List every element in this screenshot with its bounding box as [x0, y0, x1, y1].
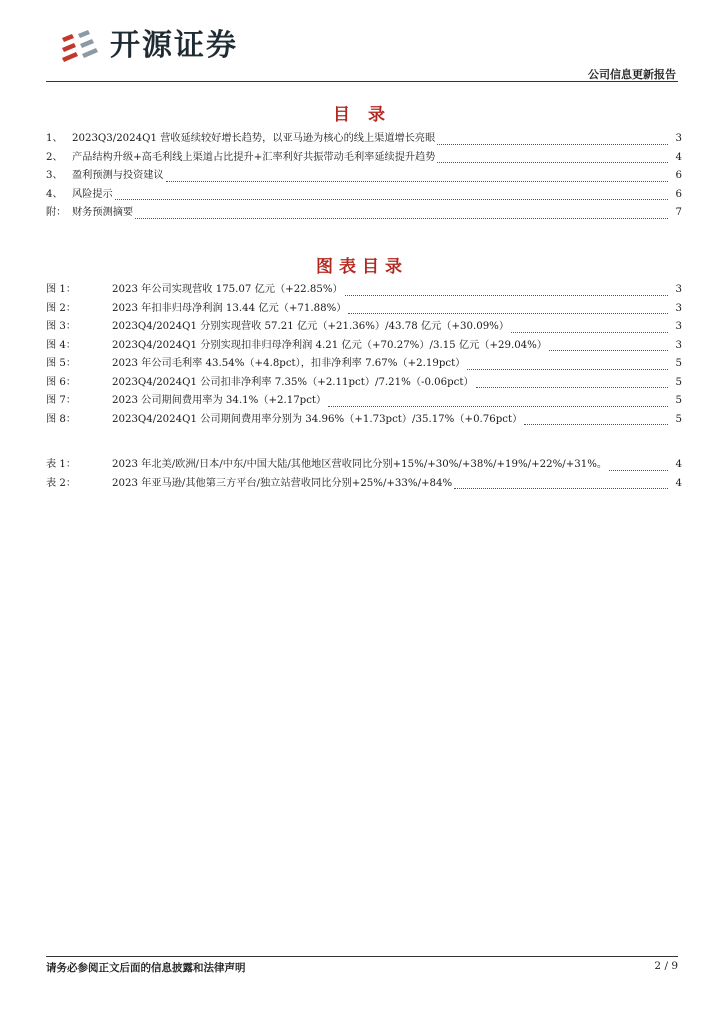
- page-header: [0, 0, 724, 82]
- figure-item-page: 3: [675, 284, 682, 295]
- figure-item-number: 图 1：: [46, 284, 77, 295]
- figure-item-number: 图 6：: [46, 376, 77, 388]
- figure-item-page: 3: [675, 339, 682, 351]
- figure-item[interactable]: [46, 337, 682, 356]
- figure-item-page: 3: [675, 302, 682, 314]
- toc-list: [46, 130, 682, 223]
- figure-item-page: 5: [675, 358, 682, 369]
- toc-item-text: 财务预测摘要: [72, 207, 134, 218]
- toc-item-page: 4: [675, 151, 682, 163]
- figure-item-text: 2023Q4/2024Q1 公司期间费用率分别为 34.96%（+1.73pct）/35.17%（+0.76pct）: [112, 413, 523, 425]
- toc-item[interactable]: [46, 130, 682, 149]
- report-type-label: 公司信息更新报告: [588, 68, 676, 81]
- logo-mark-icon: [58, 26, 104, 66]
- figure-item-text: 2023Q4/2024Q1 分别实现营收 57.21 亿元（+21.36%）/43.78 亿元（+30.09%）: [112, 321, 510, 332]
- figure-item-number: 图 4：: [46, 339, 77, 351]
- figure-item[interactable]: [46, 374, 682, 393]
- figure-item[interactable]: [46, 281, 682, 300]
- table-list: [46, 456, 682, 493]
- toc-leader-dots: [609, 458, 668, 471]
- toc-item-text: 风险提示: [72, 188, 113, 200]
- figure-item-text: 2023Q4/2024Q1 公司扣非净利率 7.35%（+2.11pct）/7.21%（-0.06pct）: [112, 376, 474, 388]
- figure-item-number: 图 7：: [46, 395, 77, 406]
- figure-item-page: 5: [675, 413, 682, 425]
- table-item-page: 4: [675, 459, 682, 470]
- table-item-text: 2023 年亚马逊/其他第三方平台/独立站营收同比分别+25%/+33%/+84%: [112, 477, 453, 489]
- figure-item-text: 2023 公司期间费用率为 34.1%（+2.17pct）: [112, 395, 327, 406]
- table-item-text: 2023 年北美/欧洲/日本/中东/中国大陆/其他地区营收同比分别+15%/+30%/+38%/+19%/+22%/+31%。: [112, 459, 608, 470]
- toc-leader-dots: [511, 320, 668, 333]
- header-divider: [46, 81, 678, 82]
- toc-item[interactable]: [46, 186, 682, 205]
- company-logo: [58, 26, 238, 66]
- toc-leader-dots: [115, 187, 668, 200]
- toc-item[interactable]: [46, 149, 682, 168]
- page-number: 2 / 9: [654, 960, 678, 972]
- figure-item-text: 2023 年扣非归母净利润 13.44 亿元（+71.88%）: [112, 302, 347, 314]
- toc-leader-dots: [437, 150, 668, 163]
- toc-item-number: 附：: [46, 207, 67, 218]
- toc-item-number: 4、: [46, 188, 63, 200]
- figure-item[interactable]: [46, 318, 682, 337]
- toc-item-text: 产品结构升级+高毛利线上渠道占比提升+汇率利好共振带动毛利率延续提升趋势: [72, 151, 436, 163]
- figure-item[interactable]: [46, 392, 682, 411]
- toc-leader-dots: [166, 169, 668, 182]
- figure-item-number: 图 8：: [46, 413, 77, 425]
- figure-item-number: 图 3：: [46, 321, 77, 332]
- figure-item-page: 5: [675, 395, 682, 406]
- toc-leader-dots: [437, 132, 668, 145]
- toc-item-text: 2023Q3/2024Q1 营收延续较好增长趋势，以亚马逊为核心的线上渠道增长亮眼: [72, 133, 436, 144]
- toc-item-number: 3、: [46, 170, 63, 181]
- toc-item-number: 2、: [46, 151, 63, 163]
- figure-item[interactable]: [46, 355, 682, 374]
- figure-item-text: 2023Q4/2024Q1 分别实现扣非归母净利润 4.21 亿元（+70.27%）/3.15 亿元（+29.04%）: [112, 339, 548, 351]
- figure-item-page: 3: [675, 321, 682, 332]
- toc-item-text: 盈利预测与投资建议: [72, 170, 164, 181]
- toc-item[interactable]: [46, 204, 682, 223]
- toc-leader-dots: [328, 394, 668, 407]
- footer-divider: [46, 956, 678, 957]
- footer-disclaimer: 请务必参阅正文后面的信息披露和法律声明: [46, 962, 246, 974]
- toc-leader-dots: [476, 375, 668, 388]
- figure-item-number: 图 5：: [46, 358, 77, 369]
- toc-item[interactable]: [46, 167, 682, 186]
- toc-leader-dots: [549, 338, 668, 351]
- toc-title: 目 录: [333, 105, 391, 125]
- table-item-number: 表 1：: [46, 459, 77, 470]
- toc-leader-dots: [524, 412, 668, 425]
- toc-leader-dots: [348, 301, 668, 314]
- figure-list: [46, 281, 682, 429]
- figure-item-text: 2023 年公司实现营收 175.07 亿元（+22.85%）: [112, 284, 343, 295]
- toc-leader-dots: [454, 476, 668, 489]
- table-item[interactable]: [46, 475, 682, 494]
- table-item-page: 4: [675, 477, 682, 489]
- figure-item[interactable]: [46, 411, 682, 430]
- figure-item[interactable]: [46, 300, 682, 319]
- figure-item-page: 5: [675, 376, 682, 388]
- table-item-number: 表 2：: [46, 477, 77, 489]
- toc-item-page: 6: [675, 170, 682, 181]
- table-item[interactable]: [46, 456, 682, 475]
- toc-item-page: 7: [675, 207, 682, 218]
- toc-item-page: 3: [675, 133, 682, 144]
- toc-leader-dots: [345, 283, 668, 296]
- company-name: 开源证券: [110, 28, 238, 63]
- toc-leader-dots: [467, 357, 668, 370]
- figure-item-number: 图 2：: [46, 302, 77, 314]
- figures-toc-title: 图表目录: [316, 257, 408, 277]
- toc-leader-dots: [135, 206, 668, 219]
- toc-item-number: 1、: [46, 133, 63, 144]
- toc-item-page: 6: [675, 188, 682, 200]
- figure-item-text: 2023 年公司毛利率 43.54%（+4.8pct），扣非净利率 7.67%（+2.19pct）: [112, 358, 466, 369]
